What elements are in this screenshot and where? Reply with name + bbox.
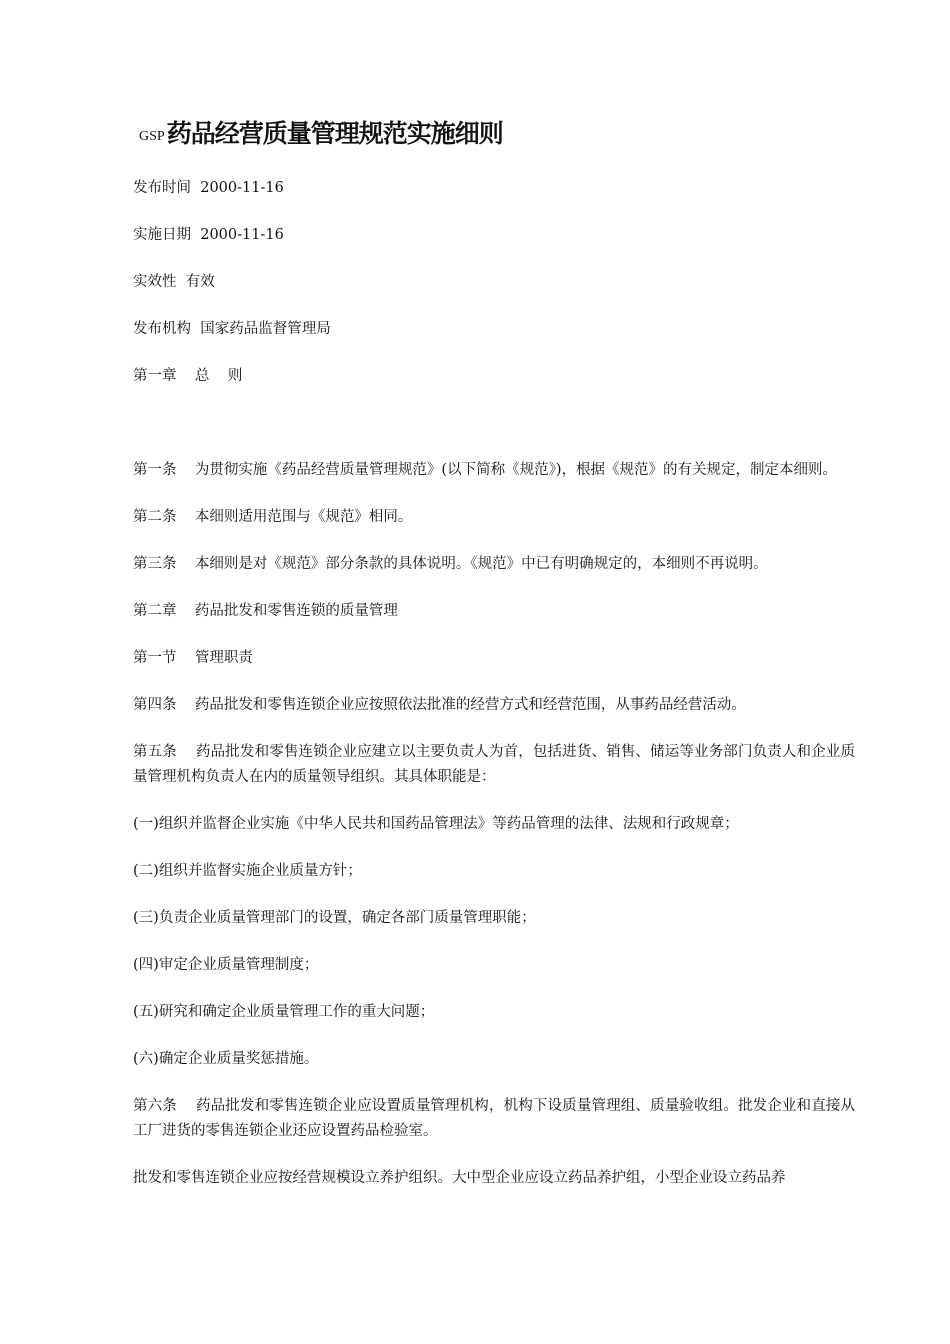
meta-validity: 实效性 有效 bbox=[133, 274, 215, 290]
document-body bbox=[133, 176, 855, 1213]
meta-effective-date: 实施日期 2000-11-16 bbox=[133, 227, 284, 243]
title-main: 药品经营质量管理规范实施细则 bbox=[166, 119, 503, 148]
section-1-heading: 第一节 管理职责 bbox=[133, 650, 253, 666]
list-item-2: (二)组织并监督实施企业质量方针； bbox=[133, 863, 362, 879]
list-item-4: (四)审定企业质量管理制度； bbox=[133, 957, 319, 973]
list-item-6: (六)确定企业质量奖惩措施。 bbox=[133, 1051, 319, 1067]
article-4: 第四条 药品批发和零售连锁企业应按照依法批准的经营方式和经营范围，从事药品经营活动。 bbox=[133, 697, 746, 713]
meta-publish-time: 发布时间 2000-11-16 bbox=[133, 180, 284, 196]
document-title bbox=[139, 112, 503, 150]
list-item-1: (一)组织并监督企业实施《中华人民共和国药品管理法》等药品管理的法律、法规和行政规章； bbox=[133, 816, 739, 832]
article-6: 第六条 药品批发和零售连锁企业应设置质量管理机构，机构下设质量管理组、质量验收组。批发企业和直接从工厂进货的零售连锁企业还应设置药品检验室。 bbox=[133, 1098, 855, 1139]
article-6-continued: 批发和零售连锁企业应按经营规模设立养护组织。大中型企业应设立药品养护组，小型企业设立药品养 bbox=[133, 1170, 786, 1186]
article-5: 第五条 药品批发和零售连锁企业应建立以主要负责人为首，包括进货、销售、储运等业务部门负责人和企业质量管理机构负责人在内的质量领导组织。其具体职能是： bbox=[133, 744, 855, 785]
article-2: 第二条 本细则适用范围与《规范》相同。 bbox=[133, 509, 413, 525]
meta-issuer: 发布机构 国家药品监督管理局 bbox=[133, 321, 331, 337]
chapter-heading: 第一章 总 则 bbox=[133, 368, 243, 384]
article-1: 第一条 为贯彻实施《药品经营质量管理规范》(以下简称《规范》)，根据《规范》的有关规定，制定本细则。 bbox=[133, 462, 837, 478]
chapter-2-heading: 第二章 药品批发和零售连锁的质量管理 bbox=[133, 603, 398, 619]
list-item-3: (三)负责企业质量管理部门的设置，确定各部门质量管理职能； bbox=[133, 910, 536, 926]
article-3: 第三条 本细则是对《规范》部分条款的具体说明。《规范》中已有明确规定的，本细则不再说明。 bbox=[133, 556, 768, 572]
list-item-5: (五)研究和确定企业质量管理工作的重大问题； bbox=[133, 1004, 435, 1020]
title-prefix: GSP bbox=[139, 129, 165, 144]
